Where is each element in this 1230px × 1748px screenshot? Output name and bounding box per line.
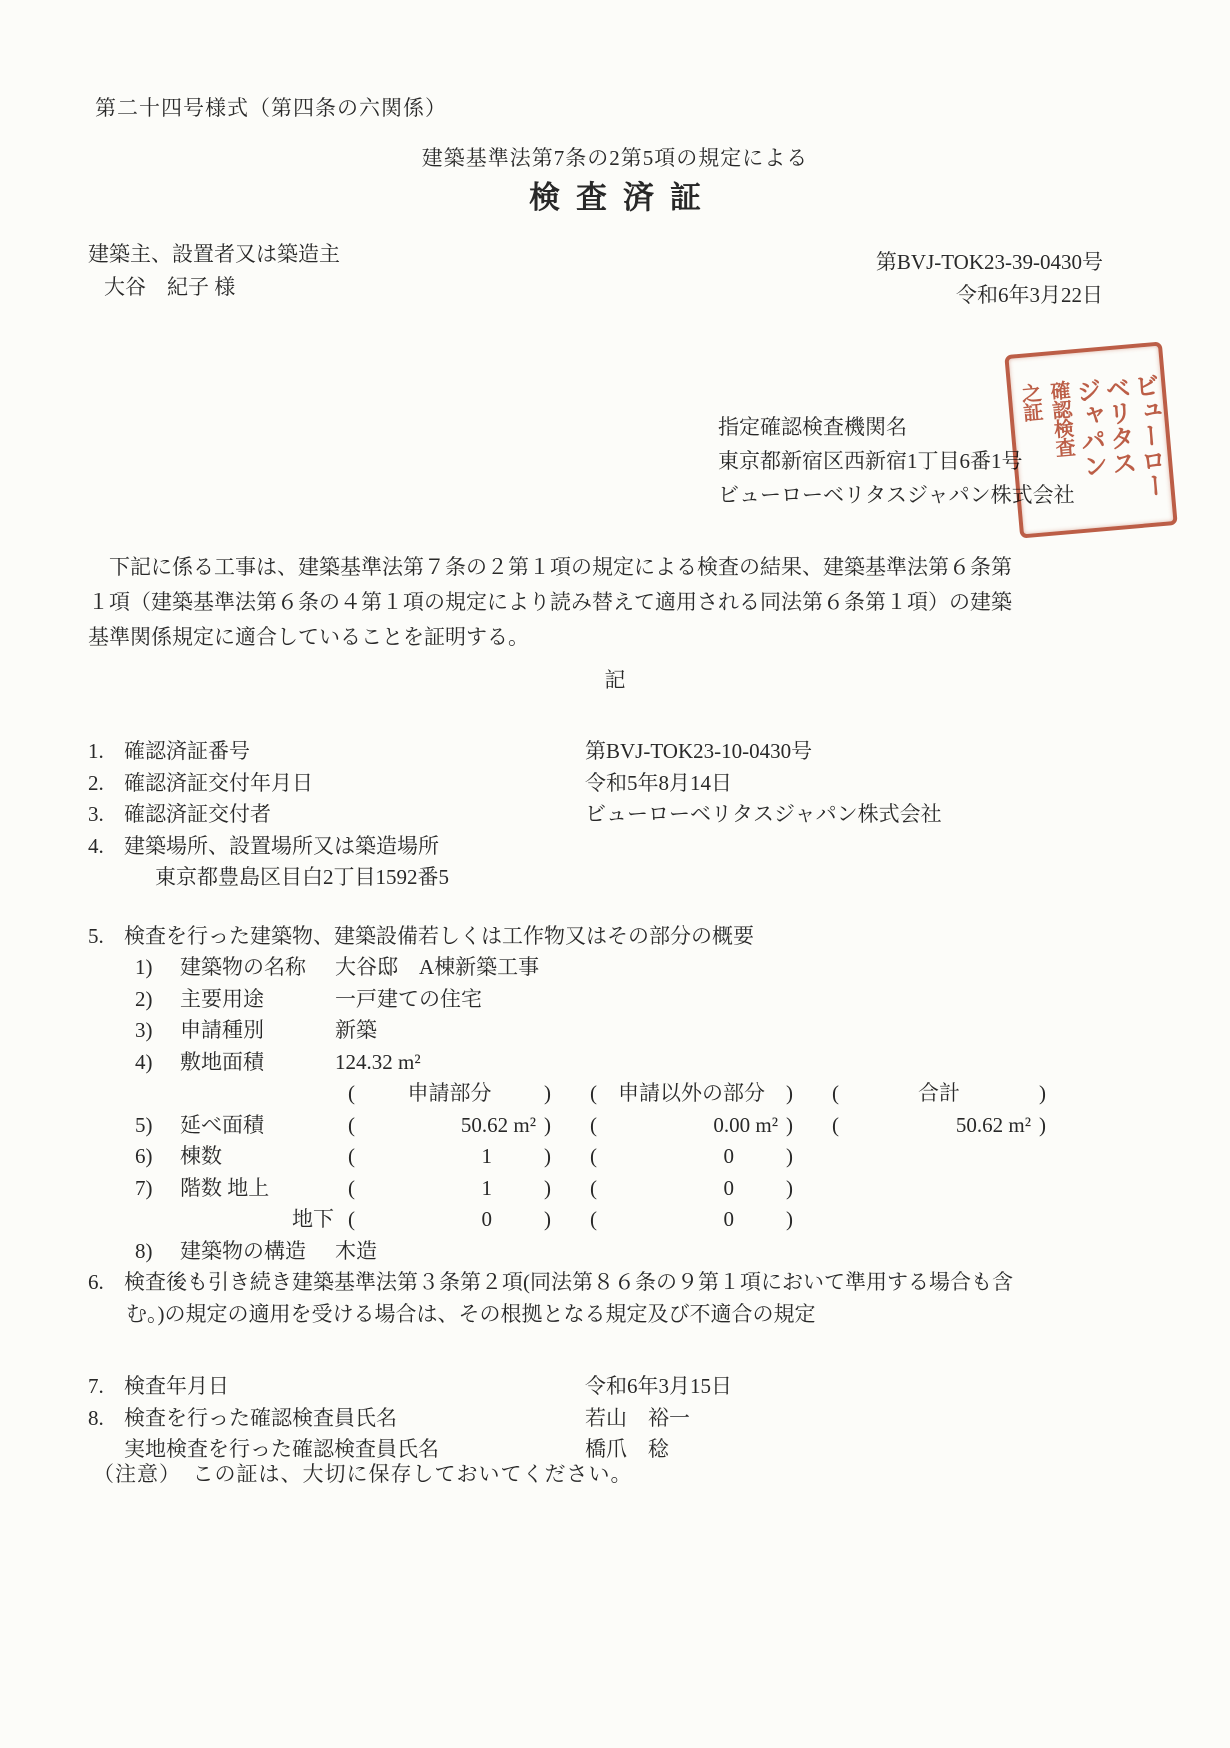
document-title: 検査済証 [529, 180, 717, 215]
agency-name: ビューローベリタスジャパン株式会社 [718, 483, 1075, 507]
stamp-text-column: 確認検査 [1046, 379, 1075, 457]
stamp-text-column: ビューロー [1129, 371, 1168, 499]
sub-item-structure: 8) 建築物の構造 木造 [88, 1236, 1168, 1268]
form-number: 第二十四号様式（第四条の六関係） [95, 96, 447, 120]
inspector-name-value: 若山 裕一 [585, 1405, 690, 1430]
certificate-number-block [876, 246, 1103, 312]
law-reference: 建築基準法第7条の2第5項の規定による [421, 146, 809, 170]
stamp-text-column: ジャパン [1072, 376, 1108, 479]
table-value-cell: ( 50.62 m² ) [348, 1112, 551, 1137]
inspection-date-value: 令和6年3月15日 [585, 1374, 732, 1398]
table-header-cell: ( 合計 ) [832, 1081, 1046, 1105]
item-confirmation-number: 1. 確認済証番号 第BVJ-TOK23-10-0430号 [88, 736, 1168, 768]
stamp-text-column: ベリタス [1100, 374, 1137, 477]
item-field-inspector-name: 実地検査を行った確認検査員氏名 橋爪 稔 [88, 1434, 1168, 1466]
addressee-label: 建築主、設置者又は築造主 [88, 242, 340, 266]
item-confirmation-issuer: 3. 確認済証交付者 ビューローベリタスジャパン株式会社 [88, 799, 1168, 831]
confirmation-date-value: 令和5年8月14日 [585, 770, 732, 795]
paragraph-line: １項（建築基準法第６条の４第１項の規定により読み替えて適用される同法第６条第１項）の建築 [88, 590, 1012, 614]
sub-item-application-type: 3) 申請種別 新築 [88, 1015, 1168, 1047]
paragraph-line: 基準関係規定に適合していることを証明する。 [88, 625, 529, 649]
agency-label: 指定確認検査機関名 [718, 415, 907, 439]
issue-date: 令和6年3月22日 [956, 283, 1103, 307]
table-row: 地下 ( 0 ) ( 0 ) [88, 1204, 1168, 1236]
field-inspector-name-value: 橋爪 稔 [585, 1437, 669, 1461]
sub-item-main-use: 2) 主要用途 一戸建ての住宅 [88, 984, 1168, 1016]
paragraph-line: 下記に係る工事は、建築基準法第７条の２第１項の規定による検査の結果、建築基準法第６条第 [88, 555, 1012, 579]
sub-item-site-area: 4) 敷地面積 124.32 m² [88, 1047, 1168, 1079]
certificate-number: 第BVJ-TOK23-39-0430号 [875, 250, 1103, 274]
table-value-cell: ( 0 ) [590, 1144, 793, 1168]
building-site-address: 東京都豊島区目白2丁目1592番5 [155, 865, 449, 889]
confirmation-issuer-value: ビューローベリタスジャパン株式会社 [585, 802, 942, 826]
sub-item-building-name: 1) 建築物の名称 大谷邸 A棟新築工事 [88, 952, 1168, 984]
caution-note: （注意） この証は、大切に保存しておいてください。 [93, 1462, 633, 1486]
items-list [88, 736, 1168, 1466]
addressee-name: 大谷 紀子 様 [104, 275, 236, 299]
table-value-cell: ( 0 ) [348, 1207, 551, 1231]
agency-address: 東京都新宿区西新宿1丁目6番1号 [718, 449, 1023, 473]
table-value-cell: ( 50.62 m² ) [832, 1112, 1046, 1137]
table-row: 6) 棟数 ( 1 ) ( 0 ) [88, 1141, 1168, 1173]
site-area-value: 124.32 m² [335, 1049, 421, 1074]
item-inspection-date: 7. 検査年月日 令和6年3月15日 [88, 1371, 1168, 1403]
main-use-value: 一戸建ての住宅 [335, 986, 482, 1011]
item-building-site: 4. 建築場所、設置場所又は築造場所 [88, 833, 439, 858]
table-value-cell: ( 0 ) [590, 1175, 793, 1200]
table-header-row [88, 1078, 1168, 1110]
item-continued-application: 6. 検査後も引き続き建築基準法第３条第２項(同法第８６条の９第１項において準用する場合も含 [88, 1270, 1013, 1294]
table-header-cell: ( 申請部分 ) [348, 1081, 551, 1105]
item-inspected-overview: 5. 検査を行った建築物、建築設備若しくは工作物又はその部分の概要 [88, 923, 754, 948]
confirmation-number-value: 第BVJ-TOK23-10-0430号 [585, 739, 813, 763]
application-type-value: 新築 [335, 1018, 377, 1042]
table-value-cell: ( 0.00 m² ) [590, 1112, 793, 1137]
table-value-cell: ( 0 ) [590, 1207, 793, 1231]
table-row: 7) 階数 地上 ( 1 ) ( 0 ) [88, 1173, 1168, 1205]
certification-paragraph [88, 550, 1144, 655]
building-name-value: 大谷邸 A棟新築工事 [335, 955, 540, 979]
table-row: 5) 延べ面積 ( 50.62 m² ) ( 0.00 m² ) ( 50.62 m² ) [88, 1110, 1168, 1142]
table-header-cell: ( 申請以外の部分 ) [590, 1081, 793, 1105]
stamp-text-column: 之証 [1017, 381, 1043, 422]
item-continued-application-line2: む。)の規定の適用を受ける場合は、その根拠となる規定及び不適合の規定 [126, 1301, 816, 1326]
ki-heading: 記 [604, 668, 626, 692]
addressee-block [88, 238, 340, 304]
table-value-cell: ( 1 ) [348, 1175, 551, 1200]
item-inspector-name: 8. 検査を行った確認検査員氏名 若山 裕一 [88, 1403, 1168, 1435]
structure-value: 木造 [335, 1238, 377, 1263]
agency-seal-stamp [1004, 341, 1177, 538]
agency-seal-text [1013, 371, 1168, 508]
item-confirmation-date: 2. 確認済証交付年月日 令和5年8月14日 [88, 768, 1168, 800]
table-value-cell: ( 1 ) [348, 1144, 551, 1168]
area-table [88, 1078, 1168, 1236]
